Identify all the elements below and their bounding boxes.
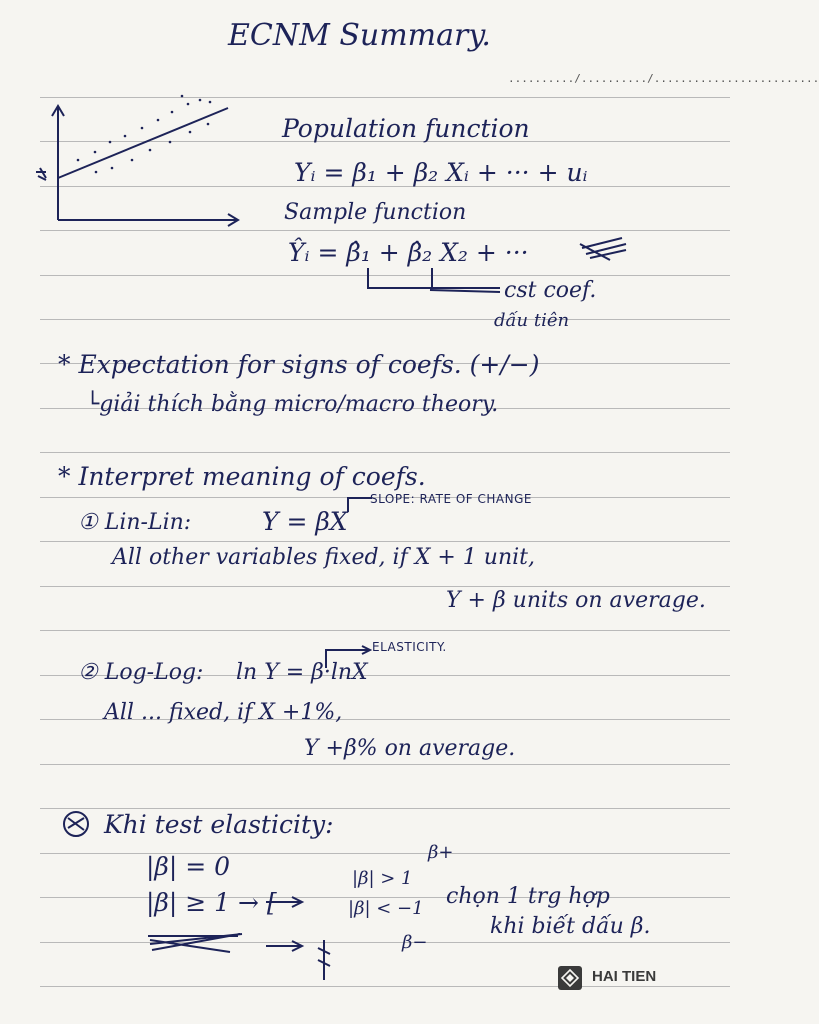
linlin-label: ① Lin-Lin:	[78, 510, 192, 535]
brand-logo-text: HAI TIEN	[592, 968, 657, 985]
loglog-label: ② Log-Log:	[78, 660, 204, 685]
graph-axes	[52, 106, 238, 226]
choose-case-line-2: khi biết dấu β.	[490, 914, 651, 939]
expectation-heading: * Expectation for signs of coefs. (+/−)	[58, 350, 540, 379]
slope-arrow	[348, 498, 372, 512]
page-title: ECNM Summary.	[228, 18, 491, 53]
diamond-logo-icon	[558, 966, 582, 990]
cst-coef-note: cst coef.	[504, 278, 597, 303]
linlin-text-2: Y + β units on average.	[446, 588, 706, 613]
loglog-text-2: Y +β% on average.	[304, 736, 516, 761]
population-equation: Yᵢ = β₁ + β₂ Xᵢ + ··· + uᵢ	[294, 158, 588, 187]
sample-label: Sample function	[284, 200, 467, 225]
loglog-text-1: All ... fixed, if X +1%,	[104, 700, 343, 725]
sample-equation: Ŷᵢ = β̂₁ + β̂₂ X₂ + ···	[288, 238, 529, 267]
cst-bracket	[368, 268, 500, 288]
elasticity-test-heading: Khi test elasticity:	[104, 810, 334, 839]
linlin-text-1: All other variables fixed, if X + 1 unit,	[112, 545, 535, 570]
slope-note: SLOPE: RATE OF CHANGE	[370, 492, 532, 506]
date-field: ........../........../.........................	[508, 72, 819, 85]
beta-zero-line: |β| = 0	[146, 852, 231, 881]
beta-plus: β+	[428, 842, 454, 863]
beta-minus: β−	[402, 932, 428, 953]
population-label: Population function	[282, 114, 530, 143]
scribble-out	[580, 238, 626, 260]
case-beta-lt-minus-1: |β| < −1	[348, 898, 424, 919]
linlin-equation: Y = βX	[262, 507, 348, 536]
regression-line	[58, 108, 228, 178]
case-beta-gt-1: |β| > 1	[352, 868, 413, 889]
expectation-subnote: └giải thích bằng micro/macro theory.	[86, 392, 499, 417]
choose-case-line-1: chọn 1 trg hợp	[446, 884, 610, 909]
scribble-out	[148, 934, 242, 952]
elasticity-note: ELASTICITY.	[372, 640, 447, 654]
loglog-equation: ln Y = β·lnX	[236, 660, 368, 685]
dau-tien-note: dấu tiên	[494, 310, 570, 331]
intercept-mark	[36, 168, 46, 180]
interpret-heading: * Interpret meaning of coefs.	[58, 462, 426, 491]
beta-ge-one-line: |β| ≥ 1 → [	[146, 888, 277, 917]
